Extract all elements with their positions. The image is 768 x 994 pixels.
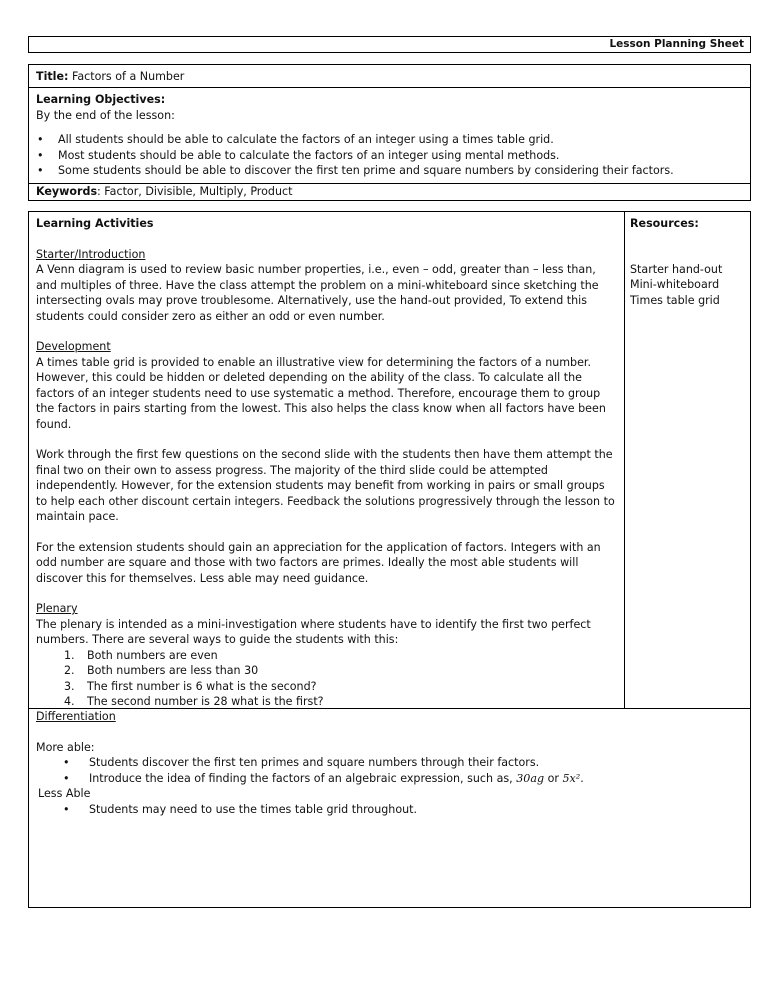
objectives-label: Learning Objectives:	[36, 93, 166, 106]
more-able-item	[62, 771, 743, 787]
keywords-value: : Factor, Divisible, Multiply, Product	[97, 185, 293, 198]
plenary-item-text: Both numbers are even	[87, 648, 218, 662]
title-value: Factors of a Number	[68, 70, 185, 83]
resource-item: Mini-whiteboard	[630, 278, 720, 291]
development-text-1: A times table grid is provided to enable an illustrative view for determining the factors of a number. However, this could be hidden or deleted depending on the ability of the class. To calculate all the factors of an integer students need to use systematic a method. Therefore, encourage them to group the factors in pairs starting from the lowest. This also helps the class know when all factors have been found.	[36, 355, 606, 431]
plenary-item	[60, 663, 617, 679]
more-able-item: • Students discover the first ten primes and square numbers through their factors.	[62, 755, 743, 771]
resources-heading: Resources:	[630, 217, 699, 230]
differentiation-box	[28, 708, 751, 908]
starter-text: A Venn diagram is used to review basic number properties, i.e., even – odd, greater than – less than, and multiples of three. Have the class attempt the problem on a mini-whiteboard since sketching the intersecting ovals may prove troublesome. Alternatively, use the hand-out provided, To extend this students could consider zero as either an odd or even number.	[36, 263, 599, 323]
or-text: or	[544, 771, 563, 785]
title-label: Title:	[36, 70, 69, 83]
starter-heading: Starter/Introduction	[36, 247, 146, 261]
plenary-item-text: The second number is 28 what is the first?	[87, 695, 324, 708]
period-text: .	[580, 771, 584, 785]
objective-item: • All students should be able to calculate the factors of an integer using a times table grid.	[36, 132, 743, 148]
objectives-row	[29, 88, 750, 184]
plenary-item-number: 2.	[64, 664, 75, 677]
lesson-info-table	[28, 64, 751, 201]
keywords-row	[29, 184, 750, 201]
objective-item: • Most students should be able to calculate the factors of an integer using mental methods.	[36, 148, 743, 164]
header-box	[28, 36, 751, 53]
more-able-item-text: Introduce the idea of finding the factors of an algebraic expression, such as,	[89, 771, 517, 785]
activities-column	[29, 212, 625, 708]
differentiation-heading: Differentiation	[36, 710, 116, 723]
title-row	[29, 65, 750, 88]
more-able-label: More able:	[36, 740, 95, 754]
less-able-label: Less Able	[38, 787, 91, 800]
plenary-text: The plenary is intended as a mini-investigation where students have to identify the first two perfect numbers. There are several ways to guide the students with this:	[36, 617, 591, 646]
plenary-item-number: 1.	[64, 648, 75, 662]
plenary-list	[60, 648, 617, 710]
algebraic-expression-1: 30ag	[516, 771, 545, 785]
resource-item: Times table grid	[630, 293, 720, 307]
activities-table	[28, 211, 751, 709]
activities-heading: Learning Activities	[36, 217, 154, 230]
plenary-item	[60, 679, 617, 695]
plenary-heading: Plenary	[36, 602, 78, 615]
objectives-intro: By the end of the lesson:	[36, 108, 175, 122]
development-text-2: Work through the first few questions on the second slide with the students then have them attempt the final two on their own to assess progress. The majority of the third slide could be attempted independently. However, for the extension students may benefit from working in pairs or small groups to help each other discount certain integers. Feedback the solutions progressively through the lesson to maintain pace.	[36, 448, 615, 523]
sheet-title: Lesson Planning Sheet	[609, 38, 744, 50]
less-able-item: • Students may need to use the times table grid throughout.	[62, 802, 743, 818]
plenary-item-number: 3.	[64, 679, 75, 693]
less-able-list	[62, 802, 743, 818]
resources-column	[625, 212, 750, 708]
algebraic-expression-2: 5x²	[562, 771, 581, 785]
plenary-item-number: 4.	[64, 695, 75, 708]
development-text-3: For the extension students should gain an appreciation for the application of factors. Integers with an odd number are square and those with two factors are primes. Ideally the most able students will discover this for themselves. Less able may need guidance.	[36, 540, 601, 585]
plenary-item	[60, 648, 617, 664]
more-able-list	[62, 755, 743, 786]
objectives-list	[36, 132, 743, 179]
development-heading: Development	[36, 340, 111, 353]
resource-item: Starter hand-out	[630, 262, 723, 276]
plenary-item-text: Both numbers are less than 30	[87, 664, 259, 677]
resources-list	[630, 262, 745, 309]
keywords-label: Keywords	[36, 185, 98, 198]
objective-item: • Some students should be able to discover the first ten prime and square numbers by considering their factors.	[36, 163, 743, 179]
plenary-item-text: The first number is 6 what is the second?	[87, 679, 317, 693]
